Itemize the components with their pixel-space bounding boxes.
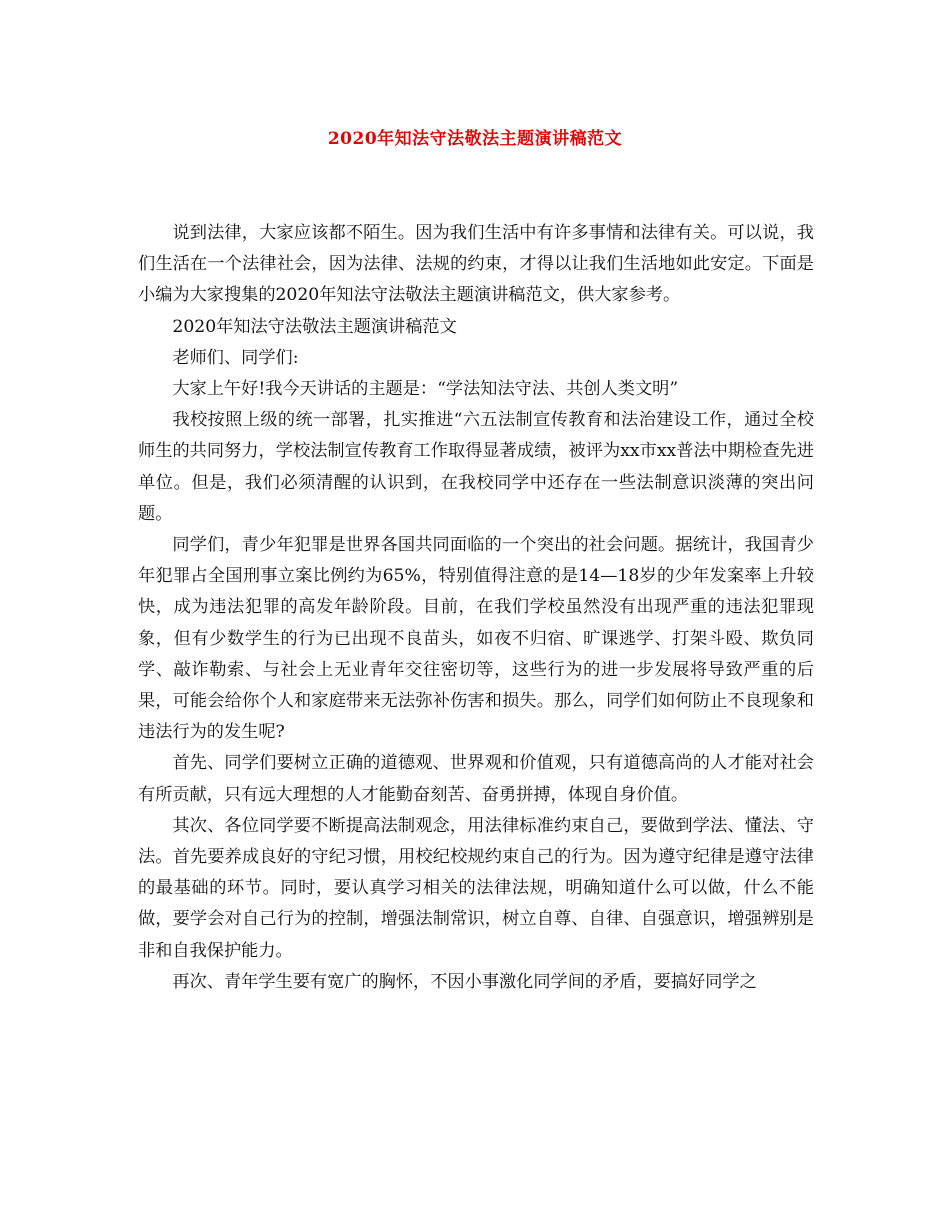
paragraph-first: 首先、同学们要树立正确的道德观、世界观和价值观，只有道德高尚的人才能对社会有所贡献，只有远大理想的人才能勤奋刻苦、奋勇拼搏，体现自身价值。 (138, 753, 814, 805)
paragraph-second: 其次、各位同学要不断提高法制观念，用法律标准约束自己，要做到学法、懂法、守法。首先要养成良好的守纪习惯，用校纪校规约束自己的行为。因为遵守纪律是遵守法律的最基础的环节。同时，要认真学习相关的法律法规，明确知道什么可以做，什么不能做，要学会对自己行为的控制，增强法制常识，树立自尊、自律、自强意识，增强辨别是非和自我保护能力。 (138, 815, 814, 961)
document-title: 2020年知法守法敬法主题演讲稿范文 (327, 129, 623, 149)
paragraph-school: 我校按照上级的统一部署，扎实推进“六五法制宣传教育和法治建设工作，通过全校师生的共同努力，学校法制宣传教育工作取得显著成绩，被评为xx市xx普法中期检查先进单位。但是，我们必须清醒的认识到，在我校同学中还存在一些法制意识淡薄的突出问题。 (138, 410, 814, 524)
paragraph-subtitle: 2020年知法守法敬法主题演讲稿范文 (172, 316, 457, 337)
paragraph-salutation: 老师们、同学们: (172, 347, 299, 368)
document-body (138, 218, 814, 998)
paragraph-intro: 说到法律，大家应该都不陌生。因为我们生活中有许多事情和法律有关。可以说，我们生活在一个法律社会，因为法律、法规的约束，才得以让我们生活地如此安定。下面是小编为大家搜集的2020年知法守法敬法主题演讲稿范文，供大家参考。 (138, 223, 814, 306)
paragraph-greeting: 大家上午好!我今天讲话的主题是：“学法知法守法、共创人类文明” (172, 379, 679, 400)
paragraph-youth-crime: 同学们，青少年犯罪是世界各国共同面临的一个突出的社会问题。据统计，我国青少年犯罪占全国刑事立案比例约为65%，特别值得注意的是14—18岁的少年发案率上升较快，成为违法犯罪的高发年龄阶段。目前，在我们学校虽然没有出现严重的违法犯罪现象，但有少数学生的行为已出现不良苗头，如夜不归宿、旷课逃学、打架斗殴、欺负同学、敲诈勒索、与社会上无业青年交往密切等，这些行为的进一步发展将导致严重的后果，可能会给你个人和家庭带来无法弥补伤害和损失。那么，同学们如何防止不良现象和违法行为的发生呢? (138, 535, 814, 743)
paragraph-third: 再次、青年学生要有宽广的胸怀，不因小事激化同学间的矛盾，要搞好同学之 (172, 971, 757, 992)
